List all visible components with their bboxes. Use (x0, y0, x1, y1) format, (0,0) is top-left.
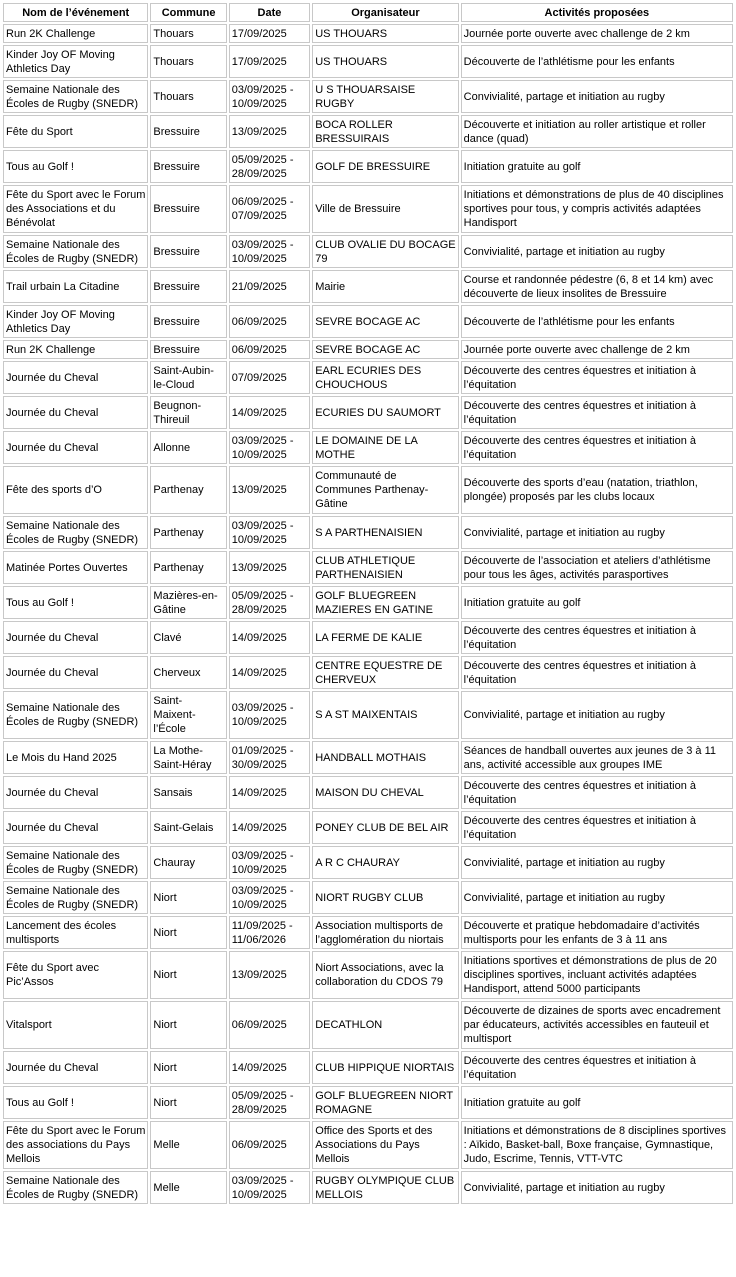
cell-event-name: Fête du Sport avec le Forum des associations du Pays Mellois (3, 1121, 148, 1169)
cell-activities: Convivialité, partage et initiation au rugby (461, 691, 733, 739)
cell-event-name: Journée du Cheval (3, 1051, 148, 1084)
cell-date: 13/09/2025 (229, 115, 310, 148)
cell-event-name: Journée du Cheval (3, 811, 148, 844)
cell-event-name: Le Mois du Hand 2025 (3, 741, 148, 774)
cell-date: 13/09/2025 (229, 551, 310, 584)
cell-activities: Découverte de dizaines de sports avec encadrement par éducateurs, activités accessibles en fauteuil et multisport (461, 1001, 733, 1049)
cell-activities: Course et randonnée pédestre (6, 8 et 14 km) avec découverte de lieux insolites de Bressuire (461, 270, 733, 303)
cell-organizer: EARL ECURIES DES CHOUCHOUS (312, 361, 458, 394)
table-row (3, 270, 733, 303)
cell-date: 06/09/2025 (229, 1121, 310, 1169)
cell-date: 03/09/2025 - 10/09/2025 (229, 881, 310, 914)
table-row (3, 916, 733, 949)
table-row (3, 361, 733, 394)
cell-activities: Découverte de l’association et ateliers d’athlétisme pour tous les âges, activités parasportives (461, 551, 733, 584)
cell-commune: Bressuire (150, 235, 226, 268)
cell-organizer: Office des Sports et des Associations du Pays Mellois (312, 1121, 458, 1169)
cell-date: 14/09/2025 (229, 621, 310, 654)
cell-date: 03/09/2025 - 10/09/2025 (229, 80, 310, 113)
cell-event-name: Tous au Golf ! (3, 150, 148, 183)
cell-organizer: LA FERME DE KALIE (312, 621, 458, 654)
cell-activities: Initiations et démonstrations de plus de 40 disciplines sportives pour tous, y compris activités adaptées Handisport (461, 185, 733, 233)
cell-date: 01/09/2025 - 30/09/2025 (229, 741, 310, 774)
header-date: Date (229, 3, 310, 22)
cell-activities: Découverte des centres équestres et initiation à l’équitation (461, 811, 733, 844)
cell-organizer: S A PARTHENAISIEN (312, 516, 458, 549)
cell-date: 17/09/2025 (229, 24, 310, 43)
cell-activities: Découverte des centres équestres et initiation à l’équitation (461, 1051, 733, 1084)
cell-event-name: Kinder Joy OF Moving Athletics Day (3, 45, 148, 78)
cell-date: 21/09/2025 (229, 270, 310, 303)
cell-organizer: US THOUARS (312, 45, 458, 78)
cell-date: 06/09/2025 (229, 340, 310, 359)
cell-date: 07/09/2025 (229, 361, 310, 394)
cell-event-name: Journée du Cheval (3, 656, 148, 689)
cell-organizer: S A ST MAIXENTAIS (312, 691, 458, 739)
cell-organizer: Mairie (312, 270, 458, 303)
table-row (3, 586, 733, 619)
cell-organizer: PONEY CLUB DE BEL AIR (312, 811, 458, 844)
cell-activities: Initiations sportives et démonstrations de plus de 20 disciplines sportives, incluant activités adaptées Handisport, attend 5000 participants (461, 951, 733, 999)
cell-organizer: CLUB ATHLETIQUE PARTHENAISIEN (312, 551, 458, 584)
cell-organizer: A R C CHAURAY (312, 846, 458, 879)
cell-organizer: SEVRE BOCAGE AC (312, 340, 458, 359)
cell-commune: Bressuire (150, 340, 226, 359)
header-event-name: Nom de l’événement (3, 3, 148, 22)
cell-commune: Allonne (150, 431, 226, 464)
cell-commune: Parthenay (150, 466, 226, 514)
table-row (3, 951, 733, 999)
cell-activities: Initiation gratuite au golf (461, 150, 733, 183)
cell-organizer: MAISON DU CHEVAL (312, 776, 458, 809)
table-row (3, 80, 733, 113)
table-row (3, 811, 733, 844)
cell-date: 11/09/2025 - 11/06/2026 (229, 916, 310, 949)
cell-activities: Découverte des centres équestres et initiation à l’équitation (461, 621, 733, 654)
cell-organizer: CENTRE EQUESTRE DE CHERVEUX (312, 656, 458, 689)
cell-activities: Convivialité, partage et initiation au rugby (461, 235, 733, 268)
table-row (3, 621, 733, 654)
cell-activities: Journée porte ouverte avec challenge de 2 km (461, 340, 733, 359)
table-row (3, 1086, 733, 1119)
table-row (3, 516, 733, 549)
cell-event-name: Journée du Cheval (3, 621, 148, 654)
cell-commune: Sansais (150, 776, 226, 809)
table-row (3, 1171, 733, 1204)
cell-event-name: Semaine Nationale des Écoles de Rugby (SNEDR) (3, 80, 148, 113)
cell-commune: Bressuire (150, 185, 226, 233)
cell-date: 17/09/2025 (229, 45, 310, 78)
cell-event-name: Semaine Nationale des Écoles de Rugby (SNEDR) (3, 1171, 148, 1204)
cell-date: 14/09/2025 (229, 776, 310, 809)
cell-event-name: Kinder Joy OF Moving Athletics Day (3, 305, 148, 338)
table-body (3, 24, 733, 1204)
table-row (3, 1051, 733, 1084)
cell-date: 06/09/2025 - 07/09/2025 (229, 185, 310, 233)
cell-organizer: SEVRE BOCAGE AC (312, 305, 458, 338)
cell-date: 03/09/2025 - 10/09/2025 (229, 516, 310, 549)
cell-organizer: DECATHLON (312, 1001, 458, 1049)
cell-event-name: Semaine Nationale des Écoles de Rugby (SNEDR) (3, 881, 148, 914)
cell-event-name: Semaine Nationale des Écoles de Rugby (SNEDR) (3, 846, 148, 879)
cell-organizer: Communauté de Communes Parthenay-Gâtine (312, 466, 458, 514)
cell-date: 03/09/2025 - 10/09/2025 (229, 691, 310, 739)
cell-commune: Clavé (150, 621, 226, 654)
cell-event-name: Journée du Cheval (3, 776, 148, 809)
header-organizer: Organisateur (312, 3, 458, 22)
table-row (3, 24, 733, 43)
cell-commune: Saint-Gelais (150, 811, 226, 844)
cell-commune: Bressuire (150, 305, 226, 338)
table-row (3, 466, 733, 514)
cell-organizer: ECURIES DU SAUMORT (312, 396, 458, 429)
cell-event-name: Semaine Nationale des Écoles de Rugby (SNEDR) (3, 691, 148, 739)
cell-event-name: Trail urbain La Citadine (3, 270, 148, 303)
header-activities: Activités proposées (461, 3, 733, 22)
cell-organizer: NIORT RUGBY CLUB (312, 881, 458, 914)
table-row (3, 340, 733, 359)
cell-event-name: Fête du Sport avec Pic’Assos (3, 951, 148, 999)
cell-activities: Découverte des centres équestres et initiation à l’équitation (461, 431, 733, 464)
cell-event-name: Tous au Golf ! (3, 586, 148, 619)
cell-date: 14/09/2025 (229, 656, 310, 689)
cell-organizer: GOLF BLUEGREEN NIORT ROMAGNE (312, 1086, 458, 1119)
table-row (3, 846, 733, 879)
cell-event-name: Semaine Nationale des Écoles de Rugby (SNEDR) (3, 516, 148, 549)
table-row (3, 741, 733, 774)
cell-commune: Thouars (150, 24, 226, 43)
cell-activities: Initiation gratuite au golf (461, 1086, 733, 1119)
cell-date: 14/09/2025 (229, 396, 310, 429)
cell-commune: Niort (150, 951, 226, 999)
cell-commune: Thouars (150, 45, 226, 78)
cell-activities: Découverte de l’athlétisme pour les enfants (461, 45, 733, 78)
table-row (3, 185, 733, 233)
cell-date: 14/09/2025 (229, 811, 310, 844)
cell-commune: Saint-Maixent-l’École (150, 691, 226, 739)
cell-organizer: US THOUARS (312, 24, 458, 43)
table-row (3, 1121, 733, 1169)
table-row (3, 691, 733, 739)
cell-date: 03/09/2025 - 10/09/2025 (229, 431, 310, 464)
table-row (3, 305, 733, 338)
cell-commune: La Mothe-Saint-Héray (150, 741, 226, 774)
cell-date: 03/09/2025 - 10/09/2025 (229, 1171, 310, 1204)
cell-commune: Niort (150, 1086, 226, 1119)
cell-event-name: Tous au Golf ! (3, 1086, 148, 1119)
cell-date: 03/09/2025 - 10/09/2025 (229, 846, 310, 879)
cell-activities: Journée porte ouverte avec challenge de 2 km (461, 24, 733, 43)
cell-event-name: Journée du Cheval (3, 431, 148, 464)
cell-date: 05/09/2025 - 28/09/2025 (229, 150, 310, 183)
cell-activities: Initiation gratuite au golf (461, 586, 733, 619)
cell-date: 06/09/2025 (229, 1001, 310, 1049)
cell-activities: Initiations et démonstrations de 8 disciplines sportives : Aïkido, Basket-ball, Boxe française, Gymnastique, Judo, Escrime, Tennis, VTT-VTC (461, 1121, 733, 1169)
header-commune: Commune (150, 3, 226, 22)
cell-commune: Niort (150, 1051, 226, 1084)
cell-date: 13/09/2025 (229, 466, 310, 514)
cell-organizer: GOLF DE BRESSUIRE (312, 150, 458, 183)
cell-commune: Niort (150, 881, 226, 914)
cell-organizer: LE DOMAINE DE LA MOTHE (312, 431, 458, 464)
cell-organizer: Niort Associations, avec la collaboration du CDOS 79 (312, 951, 458, 999)
cell-commune: Beugnon-Thireuil (150, 396, 226, 429)
cell-event-name: Fête des sports d’O (3, 466, 148, 514)
cell-organizer: HANDBALL MOTHAIS (312, 741, 458, 774)
cell-date: 14/09/2025 (229, 1051, 310, 1084)
cell-event-name: Fête du Sport avec le Forum des Associations et du Bénévolat (3, 185, 148, 233)
cell-date: 05/09/2025 - 28/09/2025 (229, 586, 310, 619)
cell-commune: Melle (150, 1121, 226, 1169)
cell-activities: Découverte et initiation au roller artistique et roller dance (quad) (461, 115, 733, 148)
cell-activities: Convivialité, partage et initiation au rugby (461, 1171, 733, 1204)
cell-organizer: U S THOUARSAISE RUGBY (312, 80, 458, 113)
table-row (3, 396, 733, 429)
cell-commune: Bressuire (150, 270, 226, 303)
cell-event-name: Journée du Cheval (3, 396, 148, 429)
cell-event-name: Run 2K Challenge (3, 340, 148, 359)
cell-date: 13/09/2025 (229, 951, 310, 999)
cell-organizer: CLUB OVALIE DU BOCAGE 79 (312, 235, 458, 268)
cell-commune: Parthenay (150, 516, 226, 549)
cell-activities: Découverte des centres équestres et initiation à l’équitation (461, 776, 733, 809)
cell-date: 05/09/2025 - 28/09/2025 (229, 1086, 310, 1119)
cell-event-name: Semaine Nationale des Écoles de Rugby (SNEDR) (3, 235, 148, 268)
table-row (3, 235, 733, 268)
cell-activities: Convivialité, partage et initiation au rugby (461, 846, 733, 879)
cell-activities: Découverte des sports d’eau (natation, triathlon, plongée) proposés par les clubs locaux (461, 466, 733, 514)
cell-activities: Convivialité, partage et initiation au rugby (461, 516, 733, 549)
table-row (3, 776, 733, 809)
table-row (3, 881, 733, 914)
events-table (1, 1, 735, 1206)
header-row (3, 3, 733, 22)
cell-commune: Niort (150, 916, 226, 949)
cell-organizer: RUGBY OLYMPIQUE CLUB MELLOIS (312, 1171, 458, 1204)
cell-commune: Cherveux (150, 656, 226, 689)
cell-organizer: GOLF BLUEGREEN MAZIERES EN GATINE (312, 586, 458, 619)
cell-organizer: Association multisports de l’agglomération du niortais (312, 916, 458, 949)
cell-commune: Mazières-en-Gâtine (150, 586, 226, 619)
cell-commune: Chauray (150, 846, 226, 879)
table-row (3, 431, 733, 464)
table-row (3, 45, 733, 78)
cell-commune: Bressuire (150, 150, 226, 183)
cell-event-name: Lancement des écoles multisports (3, 916, 148, 949)
cell-date: 03/09/2025 - 10/09/2025 (229, 235, 310, 268)
cell-activities: Découverte et pratique hebdomadaire d’activités multisports pour les enfants de 3 à 11 ans (461, 916, 733, 949)
cell-event-name: Vitalsport (3, 1001, 148, 1049)
cell-activities: Découverte de l’athlétisme pour les enfants (461, 305, 733, 338)
cell-commune: Thouars (150, 80, 226, 113)
cell-organizer: Ville de Bressuire (312, 185, 458, 233)
cell-activities: Convivialité, partage et initiation au rugby (461, 80, 733, 113)
cell-date: 06/09/2025 (229, 305, 310, 338)
cell-commune: Parthenay (150, 551, 226, 584)
table-row (3, 1001, 733, 1049)
table-row (3, 656, 733, 689)
cell-activities: Séances de handball ouvertes aux jeunes de 3 à 11 ans, activité accessible aux groupes IME (461, 741, 733, 774)
cell-organizer: BOCA ROLLER BRESSUIRAIS (312, 115, 458, 148)
table-row (3, 115, 733, 148)
cell-event-name: Matinée Portes Ouvertes (3, 551, 148, 584)
table-row (3, 551, 733, 584)
cell-commune: Melle (150, 1171, 226, 1204)
cell-activities: Découverte des centres équestres et initiation à l’équitation (461, 656, 733, 689)
cell-activities: Découverte des centres équestres et initiation à l’équitation (461, 396, 733, 429)
cell-activities: Convivialité, partage et initiation au rugby (461, 881, 733, 914)
cell-activities: Découverte des centres équestres et initiation à l’équitation (461, 361, 733, 394)
cell-commune: Niort (150, 1001, 226, 1049)
cell-event-name: Journée du Cheval (3, 361, 148, 394)
table-row (3, 150, 733, 183)
cell-commune: Bressuire (150, 115, 226, 148)
cell-event-name: Fête du Sport (3, 115, 148, 148)
cell-commune: Saint-Aubin-le-Cloud (150, 361, 226, 394)
cell-organizer: CLUB HIPPIQUE NIORTAIS (312, 1051, 458, 1084)
cell-event-name: Run 2K Challenge (3, 24, 148, 43)
